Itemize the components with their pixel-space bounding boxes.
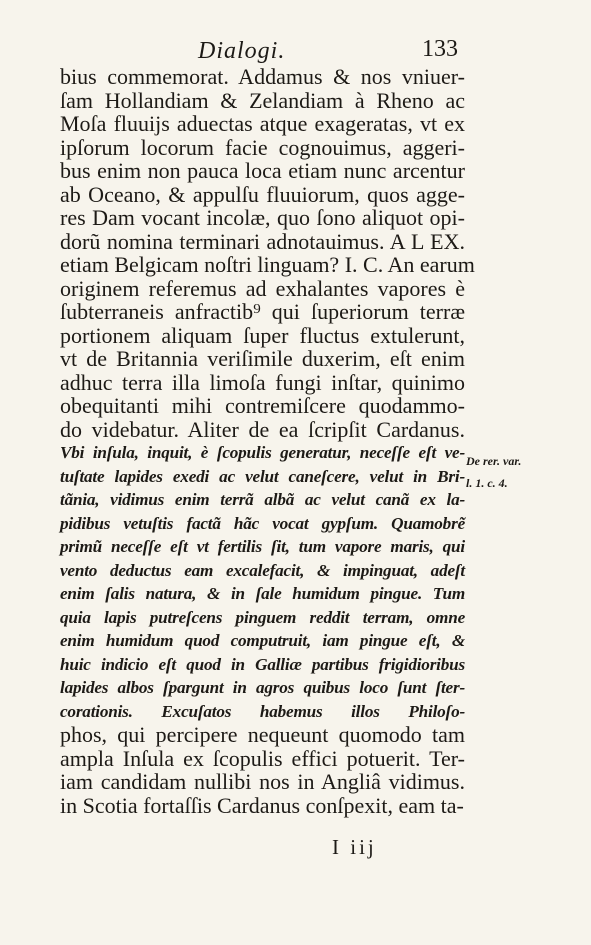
text-line: iam candidam nullibi nos in Angliâ vidimus. xyxy=(60,769,465,794)
text-line: res Dam vocant incolæ, quo ſono aliquot opi- xyxy=(60,205,465,230)
text-line: obequitanti mihi contremiſcere quodammo- xyxy=(60,393,465,418)
signature-mark: I iij xyxy=(332,835,377,859)
text-line: phos, qui percipere nequeunt quomodo tam xyxy=(60,722,465,747)
text-line: do videbatur. Aliter de ea ſcripſit Cardanus. xyxy=(60,416,465,442)
marginal-note xyxy=(466,450,576,494)
quotation-line: corationis. Excuſatos habemus illos Philoſo- xyxy=(60,701,465,721)
quotation-line: enim humidum quod computruit, iam pingue eſt, & xyxy=(60,631,465,650)
text-line: etiam Belgicam noſtri linguam? I. C. An earum xyxy=(60,252,475,277)
text-line: ſubterraneis anfractib⁹ qui ſuperiorum terræ xyxy=(60,299,465,324)
text-line: bius commemorat. Addamus & nos vniuer- xyxy=(60,64,465,89)
text-line: portionem aliquam ſuper fluctus extulerunt, xyxy=(60,322,465,348)
text-line: ipſorum locorum facie cognouimus, aggeri- xyxy=(60,134,465,160)
quotation-line: Vbi inſula, inquit, è ſcopulis generatur, neceſſe eſt ve- xyxy=(60,443,465,462)
quotation-line: tãnia, vidimus enim terrã albã ac velut canã ex la- xyxy=(60,490,465,509)
text-line: bus enim non pauca loca etiam nunc arcentur xyxy=(60,158,465,183)
quotation-line: enim ſalis natura, & in ſale humidum pingue. Tum xyxy=(60,584,465,603)
text-line: ſam Hollandiam & Zelandiam à Rheno ac xyxy=(60,87,465,113)
text-line: Moſa fluuijs aduectas atque exageratas, vt ex xyxy=(60,111,465,136)
quotation-line: lapides albos ſpargunt in agros quibus loco ſunt ſter- xyxy=(60,678,465,697)
text-line: ampla Inſula ex ſcopulis effici potuerit. Ter- xyxy=(60,745,465,771)
page-number: 133 xyxy=(422,36,458,62)
running-head: Dialogi. xyxy=(198,38,286,64)
quotation-line: tuſtate lapides exedi ac velut caneſcere, velut in Bri- xyxy=(60,466,465,486)
quotation-line: vento deductus eam excalefacit, & impinguat, adeſt xyxy=(60,560,465,580)
quotation-line: pidibus vetuſtis factã hãc vocat gypſum. Quamobrẽ xyxy=(60,513,465,533)
marginal-note-line: De rer. var. xyxy=(466,454,522,468)
text-line: originem referemus ad exhalantes vapores è xyxy=(60,275,465,301)
quotation-line: primũ neceſſe eſt vt fertilis ſit, tum vapore maris, qui xyxy=(60,537,465,556)
main-text xyxy=(60,64,475,818)
marginal-note-line: l. 1. c. 4. xyxy=(466,476,508,490)
quotation-line: quia lapis putreſcens pinguem reddit terram, omne xyxy=(60,607,465,627)
text-line: ab Oceano, & appulſu fluuiorum, quos agge- xyxy=(60,181,465,207)
text-line: adhuc terra illa limoſa fungi inſtar, quinimo xyxy=(60,369,465,395)
quotation-line: huic indicio eſt quod in Galliæ partibus frigidioribus xyxy=(60,654,465,674)
text-line: dorũ nomina terminari adnotauimus. A L EX. xyxy=(60,228,465,254)
text-line: in Scotia fortaſſis Cardanus conſpexit, eam ta- xyxy=(60,792,464,818)
text-line: vt de Britannia veriſimile duxerim, eſt enim xyxy=(60,346,465,371)
